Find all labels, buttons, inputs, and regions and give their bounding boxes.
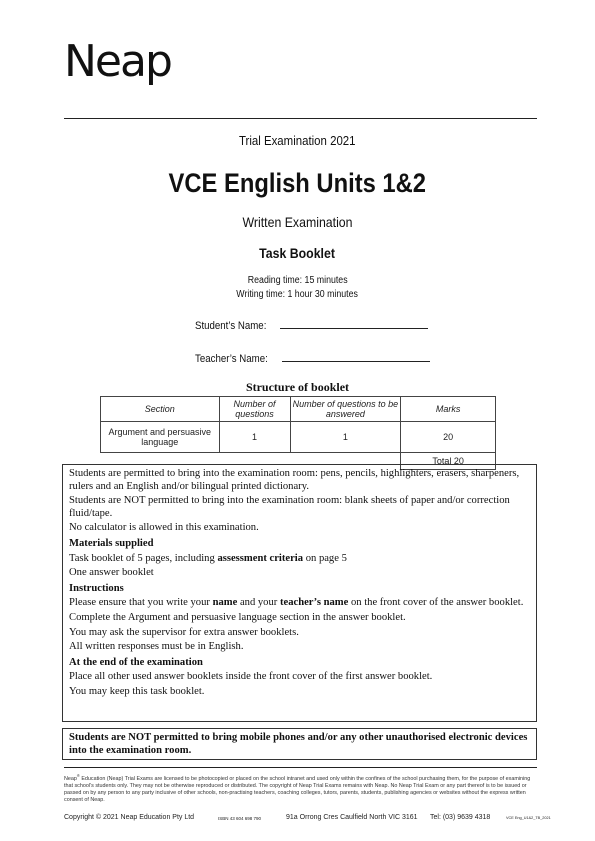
- footer-divider: [64, 767, 537, 768]
- not-permitted-items: Students are NOT permitted to bring into the examination room: blank sheets of paper and/or correction fluid/tape.: [69, 495, 510, 519]
- writing-time: Writing time: 1 hour 30 minutes: [236, 289, 359, 300]
- exam-subtitle: Written Examination: [242, 214, 353, 230]
- teacher-name-field[interactable]: [195, 353, 430, 365]
- instruction-item: All written responses must be in English.: [69, 641, 244, 653]
- copyright-notice: Neap® Education (Neap) Trial Exams are licensed to be photocopied or placed on the school intranet and used only within the confines of the school purchasing them, for the purpose of examining that school’s students only. They may not be otherwise reproduced or distributed. The copyright of Neap Trial Exams remains with Neap. No Neap Trial Exam or any part thereof is to be issued or passed on by any person to any party inclusive of other schools, non-practising teachers, coaching colleges, tutors, parents, students, publishing agencies or websites without the express written consent of Neap.: [64, 773, 531, 804]
- header-questions-to-answer: Number of questions to be answered: [290, 397, 401, 422]
- booklet-type: Task Booklet: [259, 245, 336, 261]
- student-name-field[interactable]: [195, 320, 428, 332]
- mobile-phones-warning: Students are NOT permitted to bring mobile phones and/or any other unauthorised electronic devices into the examination room.: [62, 728, 537, 760]
- structure-table: [100, 396, 496, 470]
- footer-address: 91a Orrong Cres Caulfield North VIC 3161: [286, 814, 418, 821]
- teacher-name-label: Teacher’s Name:: [195, 353, 268, 365]
- footer-copyright: Copyright © 2021 Neap Education Pty Ltd: [64, 814, 195, 821]
- exam-type: Trial Examination 2021: [239, 133, 356, 148]
- materials-item: One answer booklet: [69, 567, 154, 579]
- header-divider: [64, 118, 537, 119]
- student-name-label: Student’s Name:: [195, 320, 267, 332]
- header-marks: Marks: [401, 397, 496, 422]
- cell-marks: 20: [401, 422, 496, 453]
- materials-item: Task booklet of 5 pages, including assessment criteria on page 5: [69, 552, 347, 564]
- reading-time: Reading time: 15 minutes: [247, 275, 348, 286]
- total-marks: Total 20: [401, 453, 496, 470]
- cell-section: Argument and persuasive language: [101, 422, 220, 453]
- table-row: [101, 422, 496, 453]
- page-title: VCE English Units 1&2: [168, 168, 427, 198]
- permitted-items: Students are permitted to bring into the examination room: pens, pencils, highlighters, erasers, sharpeners, rulers and an English and/or bilingual printed dictionary.: [69, 468, 520, 492]
- footer-code: VCE Eng_U1&2_TB_2021: [506, 816, 551, 820]
- instruction-item: Please ensure that you write your name and your teacher’s name on the front cover of the answer booklet.: [69, 597, 524, 609]
- calculator-rule: No calculator is allowed in this examination.: [69, 522, 259, 534]
- instruction-item: Complete the Argument and persuasive language section in the answer booklet.: [69, 611, 406, 623]
- instruction-item: You may ask the supervisor for extra answer booklets.: [69, 626, 299, 638]
- cell-questions-to-answer: 1: [290, 422, 401, 453]
- structure-title: Structure of booklet: [245, 380, 350, 394]
- materials-heading: Materials supplied: [69, 537, 154, 549]
- neap-logo: Neap: [64, 36, 171, 87]
- end-of-exam-heading: At the end of the examination: [69, 656, 203, 668]
- structure-header-row: [101, 397, 496, 422]
- header-section: Section: [101, 397, 220, 422]
- student-name-line[interactable]: [280, 328, 428, 329]
- footer: [64, 814, 551, 824]
- end-item: Place all other used answer booklets inside the front cover of the first answer booklet.: [69, 671, 433, 683]
- footer-phone: Tel: (03) 9639 4318: [430, 814, 491, 821]
- end-item: You may keep this task booklet.: [69, 685, 205, 697]
- footer-isbn: ISBN 43 604 698 790: [218, 816, 262, 821]
- teacher-name-line[interactable]: [282, 361, 430, 362]
- header-number-of-questions: Number of questions: [219, 397, 290, 422]
- cell-number-of-questions: 1: [219, 422, 290, 453]
- instructions-heading: Instructions: [69, 582, 124, 594]
- exam-rules-box: [62, 464, 537, 722]
